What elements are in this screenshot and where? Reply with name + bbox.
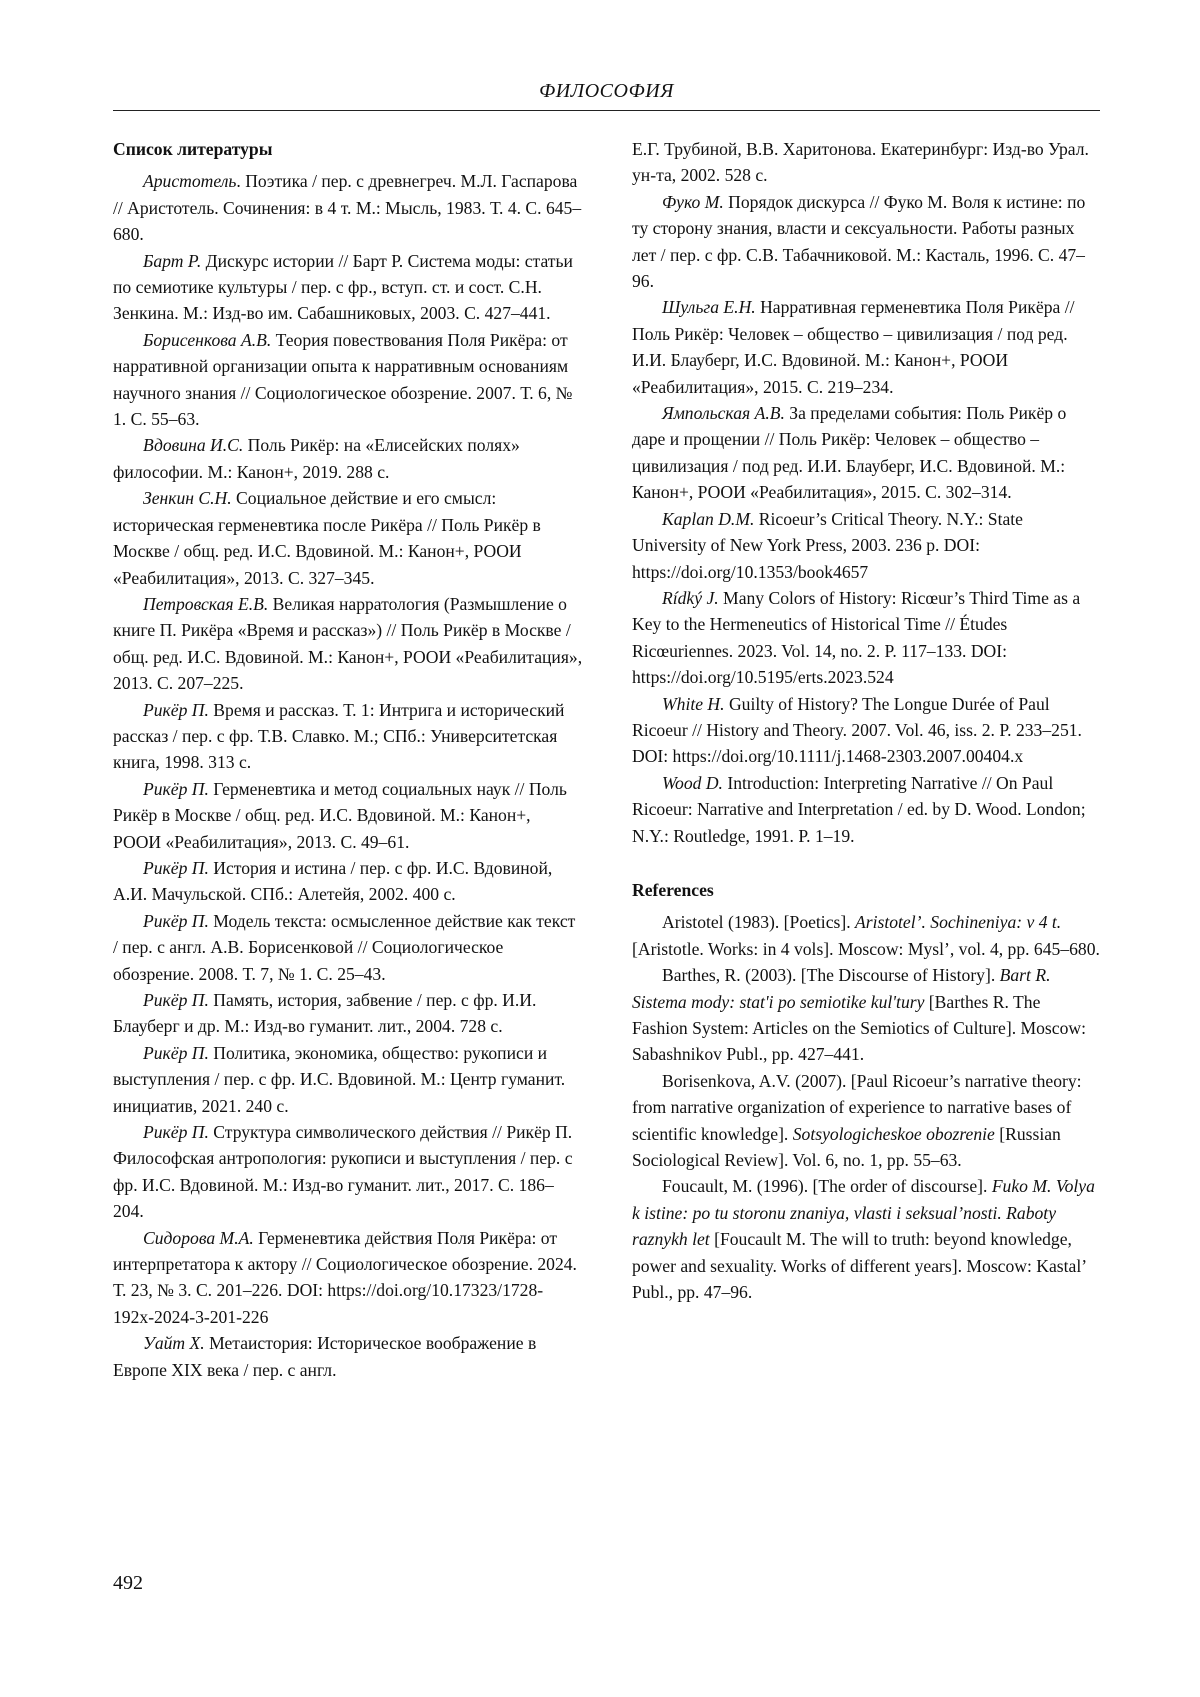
- ref-part: [Aristotle. Works: in 4 vols]. Moscow: Mysl’, vol. 4, pp. 645–680.: [632, 939, 1100, 959]
- bib-text: Introduction: Interpreting Narrative // On Paul Ricoeur: Narrative and Interpretation / ed. by D. Wood. London; N.Y.: Routledge, 1991. P. 1–19.: [632, 773, 1086, 846]
- ref-italic: Sotsyologicheskoe obozrenie: [793, 1124, 995, 1144]
- bib-entry: [632, 691, 1100, 770]
- bib-author: White H.: [662, 694, 725, 714]
- ref-part: [Barthes R. The Fashion System: Articles on the Semiotics of Culture]. Moscow: Sabashnikov Publ., pp. 427–441.: [632, 992, 1086, 1065]
- bib-text: Социальное действие и его смысл: историческая герменевтика после Рикёра // Поль Рикёр в Москве / общ. ред. И.С. Вдовиной. М.: Канон+, РООИ «Реабилитация», 2013. С. 327–345.: [113, 488, 541, 587]
- bib-entry: [113, 248, 583, 327]
- bib-entry: [113, 987, 583, 1040]
- bib-text: Many Colors of History: Ricœur’s Third Time as a Key to the Hermeneutics of Historical Time // Études Ricœuriennes. 2023. Vol. 14, no. 2. P. 117–133. DOI: https://doi.org/10.5195/erts.2023.524: [632, 588, 1080, 687]
- bib-text: Структура символического действия // Рикёр П. Философская антропология: рукописи и выступления / пер. с фр. И.С. Вдовиной. М.: Изд-во гуманит. лит., 2017. С. 186–204.: [113, 1122, 573, 1221]
- bib-text: За пределами события: Поль Рикёр о даре и прощении // Поль Рикёр: Человек – общество – цивилизация / под ред. И.И. Блауберг, И.С. Вдовиной. М.: Канон+, РООИ «Реабилитация», 2015. С. 302–314.: [632, 403, 1066, 502]
- bib-author: Барт Р.: [143, 251, 201, 271]
- bib-author: Уайт Х.: [143, 1333, 205, 1353]
- ref-italic: Aristotel’. Sochineniya: v 4 t.: [855, 912, 1061, 932]
- bib-author: Шульга Е.Н.: [662, 297, 756, 317]
- bib-author: Рикёр П.: [143, 1122, 209, 1142]
- ref-part: [Russian Sociological Review]. Vol. 6, no. 1, pp. 55–63.: [632, 1124, 1061, 1170]
- references-title: References: [632, 877, 1100, 903]
- ref-italic: Bart R. Sistema mody: stat'i po semiotike kul'tury: [632, 965, 1050, 1011]
- page-number: 492: [113, 1572, 143, 1595]
- ref-part: Foucault, M. (1996). [The order of discourse].: [662, 1176, 992, 1196]
- bib-text: Великая нарратология (Размышление о книге П. Рикёра «Время и рассказ») // Поль Рикёр в Москве / общ. ред. И.С. Вдовиной. М.: Канон+, РООИ «Реабилитация», 2013. С. 207–225.: [113, 594, 582, 693]
- bib-text: Ricoeur’s Critical Theory. N.Y.: State University of New York Press, 2003. 236 p. DOI: https://doi.org/10.1353/book4657: [632, 509, 1023, 582]
- bib-entry: [632, 189, 1100, 295]
- bib-author: Рикёр П.: [143, 911, 209, 931]
- bib-entry: [113, 697, 583, 776]
- bib-author: Борисенкова А.В.: [143, 330, 271, 350]
- bib-author: Рикёр П.: [143, 990, 209, 1010]
- bib-entry: [113, 432, 583, 485]
- ref-part: Borisenkova, A.V. (2007). [Paul Ricoeur’s narrative theory: from narrative organization of experience to narrative bases of scientific knowledge].: [632, 1071, 1082, 1144]
- ref-italic: Fuko M. Volya k istine: po tu storonu znaniya, vlasti i seksual’nosti. Raboty raznykh let: [632, 1176, 1095, 1249]
- bib-entry: [113, 776, 583, 855]
- bib-entry: [113, 591, 583, 697]
- bib-entry: [113, 327, 583, 433]
- bib-text: Время и рассказ. Т. 1: Интрига и исторический рассказ / пер. с фр. Т.В. Славко. М.; СПб.: Университетская книга, 1998. 313 с.: [113, 700, 564, 773]
- bib-text: Герменевтика действия Поля Рикёра: от интерпретатора к актору // Социологическое обозрение. 2024. Т. 23, № 3. С. 201–226. DOI: https://doi.org/10.17323/1728-192x-2024-3-201-226: [113, 1228, 577, 1327]
- running-header: [113, 78, 1100, 111]
- left-column: [113, 136, 583, 1383]
- bib-author: Рикёр П.: [143, 779, 209, 799]
- bib-entry: [113, 1040, 583, 1119]
- bibliography-title: Список литературы: [113, 136, 583, 162]
- bib-text: Метаистория: Историческое воображение в Европе XIX века / пер. с англ.: [113, 1333, 536, 1379]
- bib-author: Рикёр П.: [143, 700, 209, 720]
- bib-entry: [113, 908, 583, 987]
- bib-entry: [632, 400, 1100, 506]
- reference-entry: [632, 1173, 1100, 1305]
- bib-text: Политика, экономика, общество: рукописи и выступления / пер. с фр. И.С. Вдовиной. М.: Центр гуманит. инициатив, 2021. 240 с.: [113, 1043, 565, 1116]
- bib-text: . Поэтика / пер. с древнегреч. М.Л. Гаспарова // Аристотель. Сочинения: в 4 т. М.: Мысль, 1983. Т. 4. С. 645–680.: [113, 171, 581, 244]
- bib-entry: [632, 770, 1100, 849]
- bib-text: Модель текста: осмысленное действие как текст / пер. с англ. А.В. Борисенковой // Социологическое обозрение. 2008. Т. 7, № 1. С. 25–43.: [113, 911, 575, 984]
- bib-author: Петровская Е.В.: [143, 594, 268, 614]
- bib-text: Порядок дискурса // Фуко М. Воля к истине: по ту сторону знания, власти и сексуальности. Работы разных лет / пер. с фр. С.В. Табачниковой. М.: Касталь, 1996. С. 47–96.: [632, 192, 1085, 291]
- bib-entry: [632, 585, 1100, 691]
- bib-author: Рикёр П.: [143, 1043, 209, 1063]
- bib-author: Вдовина И.С.: [143, 435, 243, 455]
- bib-entry: [113, 855, 583, 908]
- bib-text: Теория повествования Поля Рикёра: от нарративной организации опыта к нарративным основаниям научного знания // Социологическое обозрение. 2007. Т. 6, № 1. С. 55–63.: [113, 330, 572, 429]
- reference-entry: [632, 1068, 1100, 1174]
- bib-entry: [113, 1119, 583, 1225]
- bib-author: Аристотель: [143, 171, 236, 191]
- bib-entry: [632, 506, 1100, 585]
- bib-text: Герменевтика и метод социальных наук // Поль Рикёр в Москве / общ. ред. И.С. Вдовиной. М.: Канон+, РООИ «Реабилитация», 2013. С. 49–61.: [113, 779, 567, 852]
- bib-text: Поль Рикёр: на «Елисейских полях» философии. М.: Канон+, 2019. 288 с.: [113, 435, 520, 481]
- bib-entry: [113, 168, 583, 247]
- bib-text: Нарративная герменевтика Поля Рикёра // Поль Рикёр: Человек – общество – цивилизация / под ред. И.И. Блауберг, И.С. Вдовиной. М.: Канон+, РООИ «Реабилитация», 2015. С. 219–234.: [632, 297, 1075, 396]
- bib-author: Зенкин С.Н.: [143, 488, 232, 508]
- reference-entry: [632, 909, 1100, 962]
- bib-author: Ямпольская А.В.: [662, 403, 785, 423]
- bib-author: Wood D.: [662, 773, 723, 793]
- running-header-title: ФИЛОСОФИЯ: [539, 80, 674, 102]
- bib-entry: [113, 1330, 583, 1383]
- bib-text: Память, история, забвение / пер. с фр. И.И. Блауберг и др. М.: Изд-во гуманит. лит., 2004. 728 с.: [113, 990, 536, 1036]
- bib-author: Rídký J.: [662, 588, 719, 608]
- bib-entry: [632, 294, 1100, 400]
- right-column: [632, 136, 1100, 1305]
- ref-part: Aristotel (1983). [Poetics].: [662, 912, 855, 932]
- bib-author: Фуко М.: [662, 192, 724, 212]
- bib-author: Сидорова М.А.: [143, 1228, 254, 1248]
- bib-entry: [113, 485, 583, 591]
- bib-text: Guilty of History? The Longue Durée of Paul Ricoeur // History and Theory. 2007. Vol. 46, iss. 2. P. 233–251. DOI: https://doi.org/10.1111/j.1468-2303.2007.00404.x: [632, 694, 1082, 767]
- ref-part: Barthes, R. (2003). [The Discourse of History].: [662, 965, 1000, 985]
- bib-entry: [113, 1225, 583, 1331]
- bib-text: Дискурс истории // Барт Р. Система моды: статьи по семиотике культуры / пер. с фр., вступ. ст. и сост. С.Н. Зенкина. М.: Изд-во им. Сабашниковых, 2003. С. 427–441.: [113, 251, 573, 324]
- bib-text: История и истина / пер. с фр. И.С. Вдовиной, А.И. Мачульской. СПб.: Алетейя, 2002. 400 с.: [113, 858, 552, 904]
- bib-entry-continuation: Е.Г. Трубиной, В.В. Харитонова. Екатеринбург: Изд-во Урал. ун-та, 2002. 528 с.: [632, 136, 1100, 189]
- ref-part: [Foucault M. The will to truth: beyond knowledge, power and sexuality. Works of different years]. Moscow: Kastal’ Publ., pp. 47–96.: [632, 1229, 1086, 1302]
- bib-author: Kaplan D.M.: [662, 509, 754, 529]
- reference-entry: [632, 962, 1100, 1068]
- bib-author: Рикёр П.: [143, 858, 209, 878]
